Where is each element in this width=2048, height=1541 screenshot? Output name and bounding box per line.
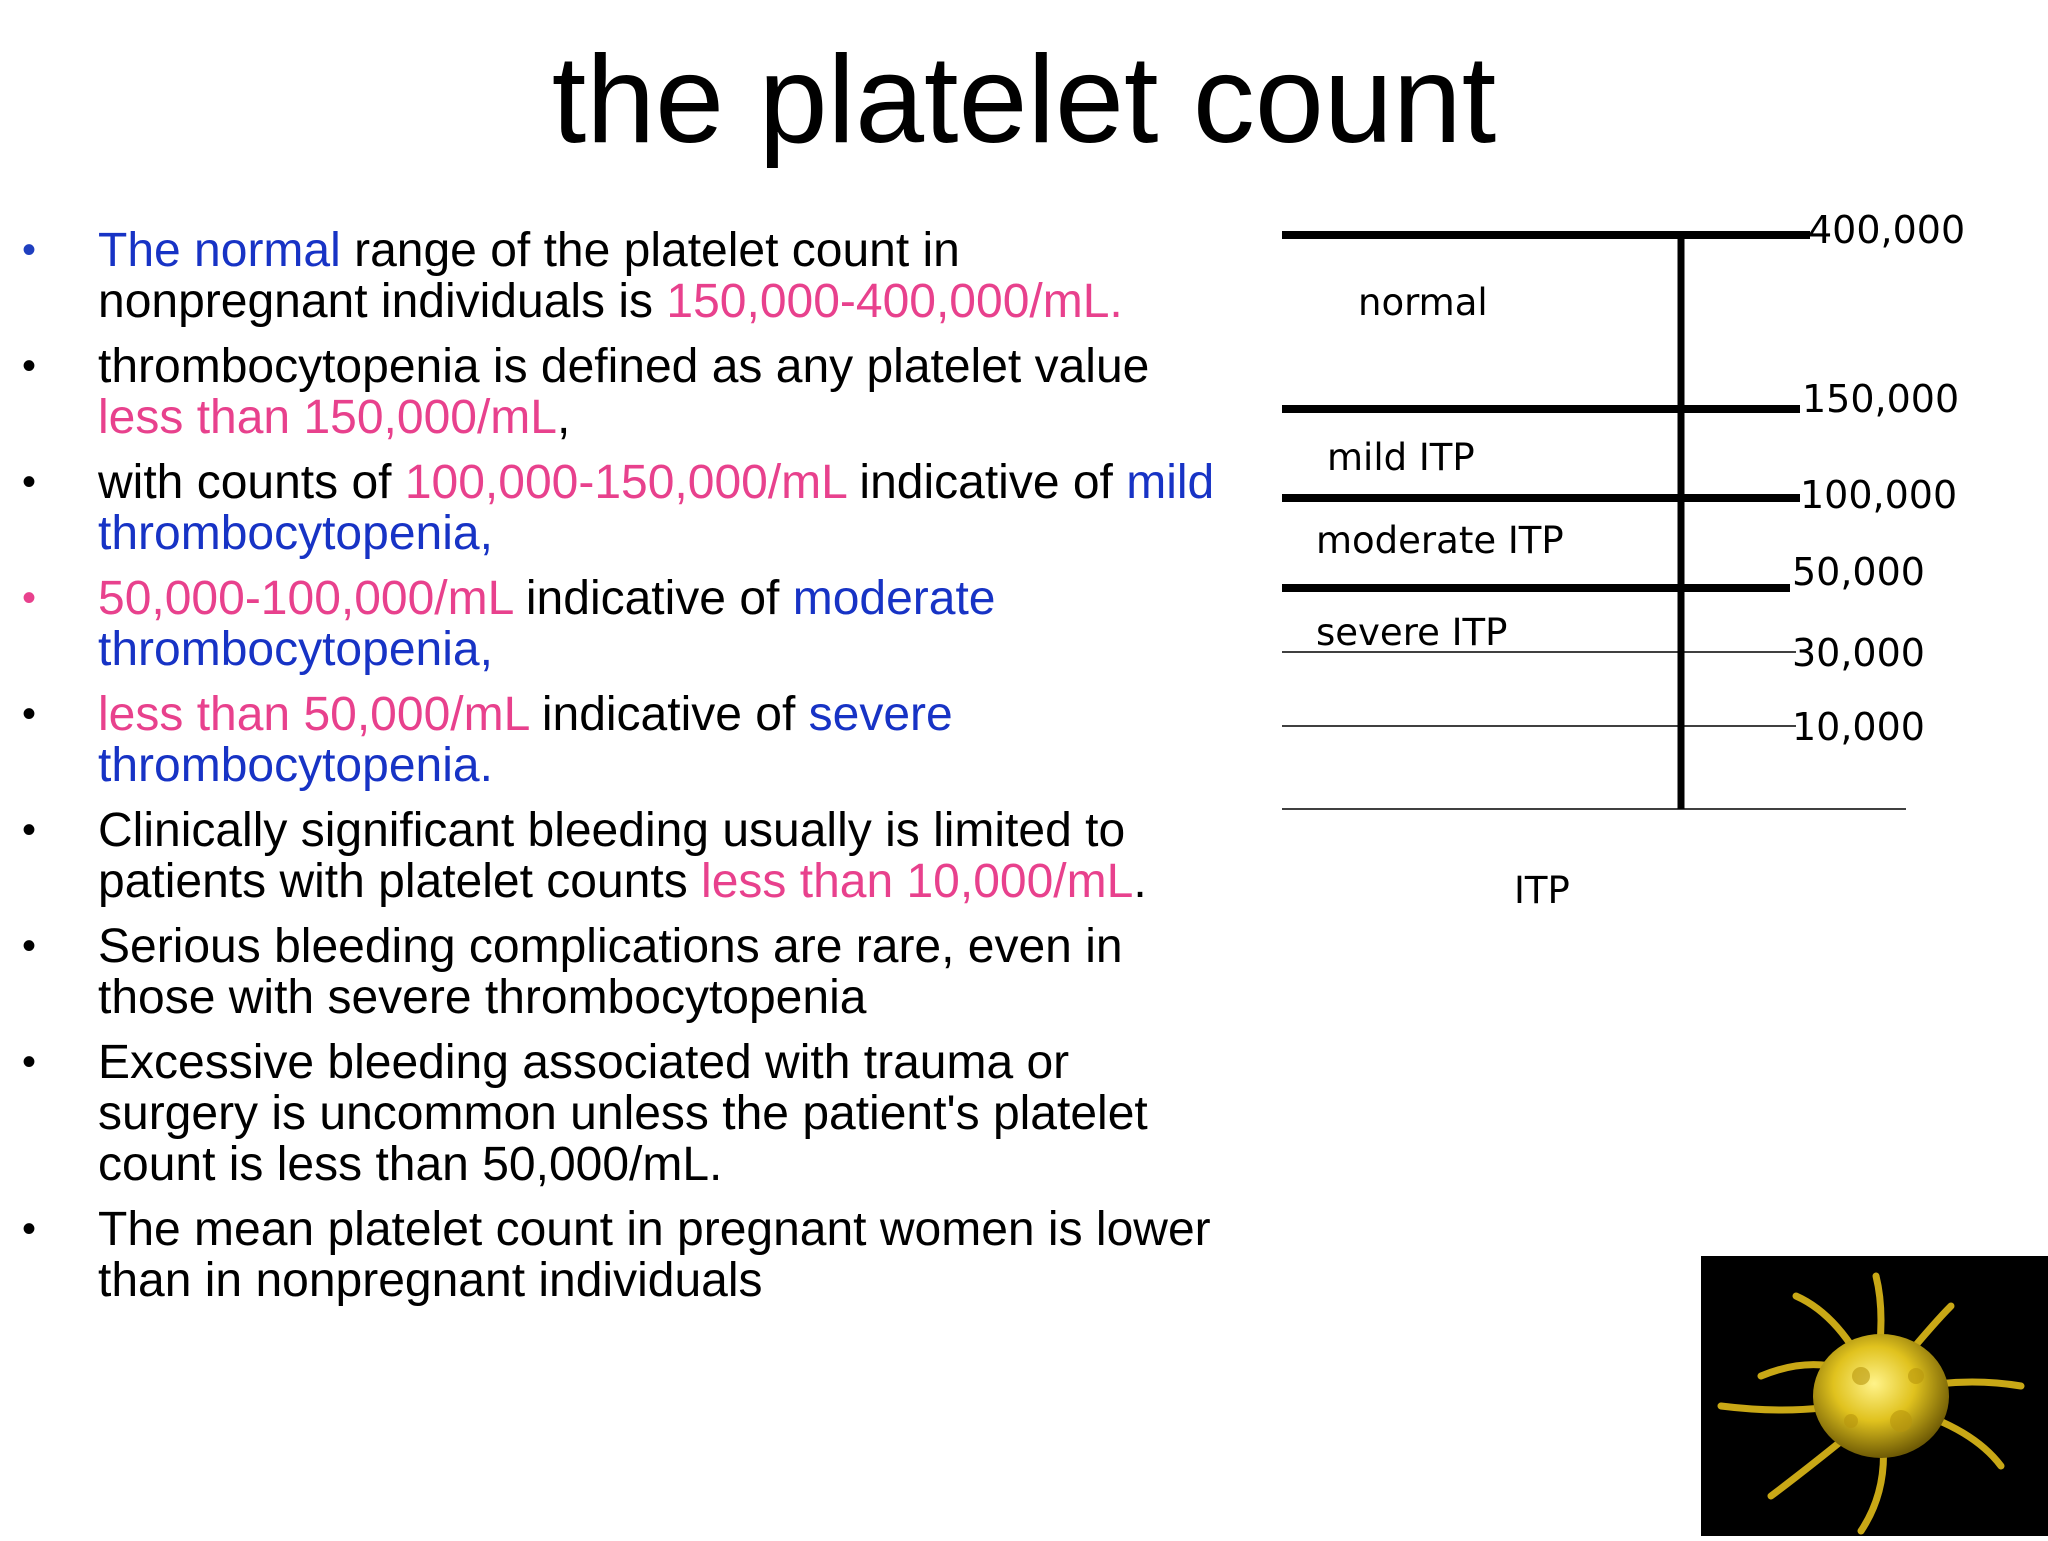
- bullet-dot-icon: •: [22, 228, 37, 272]
- bullet-item: [22, 805, 1232, 907]
- bullet-text-segment: indicative of: [512, 572, 793, 625]
- level-label-50000: 50,000: [1792, 550, 1925, 594]
- bullet-dot-icon: •: [22, 808, 37, 852]
- bullet-text-segment: moderate thrombocytopenia,: [98, 572, 996, 676]
- bullet-list: [22, 225, 1232, 1320]
- level-label-30000: 30,000: [1792, 631, 1925, 675]
- diagram-caption: ITP: [1514, 869, 1570, 912]
- bullet-text-segment: Serious bleeding complications are rare, even in those with severe thrombocytopenia: [98, 920, 1123, 1024]
- bullet-item: [22, 921, 1232, 1023]
- level-label-100000: 100,000: [1800, 473, 1958, 517]
- bullet-text-segment: ,: [556, 391, 571, 444]
- platelet-image: [1701, 1256, 2048, 1536]
- bullet-text-segment: 50,000-100,000/mL: [98, 572, 513, 625]
- slide-title: the platelet count: [551, 31, 1497, 169]
- itp-diagram: [1270, 205, 1970, 945]
- bullet-item: [22, 341, 1232, 443]
- bullet-text-segment: range of the platelet count in nonpregnant individuals is: [98, 224, 960, 328]
- bullet-text-segment: less than 10,000/mL: [701, 855, 1134, 908]
- bullet-item: [22, 1037, 1232, 1190]
- zone-label-moderate-itp: moderate ITP: [1316, 519, 1564, 562]
- bullet-text-segment: The mean platelet count in pregnant women is lower than in nonpregnant individuals: [98, 1203, 1211, 1307]
- level-label-10000: 10,000: [1792, 705, 1925, 749]
- bullet-text-segment: mild thrombocytopenia,: [98, 456, 1215, 560]
- bullet-text-segment: 150,000-400,000/mL.: [666, 275, 1123, 328]
- bullet-text-segment: The normal: [98, 224, 341, 277]
- zone-label-normal: normal: [1358, 281, 1488, 324]
- bullet-dot-icon: •: [22, 1207, 37, 1251]
- level-label-150000: 150,000: [1802, 377, 1960, 421]
- bullet-item: [22, 1204, 1232, 1306]
- bullet-item: [22, 689, 1232, 791]
- bullet-text-segment: severe thrombocytopenia.: [98, 688, 953, 792]
- bullet-text-segment: Excessive bleeding associated with trauma or surgery is uncommon unless the patient's platelet count is less than 50,000/mL.: [98, 1036, 1148, 1191]
- zone-label-mild-itp: mild ITP: [1327, 436, 1475, 479]
- zone-label-severe-itp: severe ITP: [1316, 611, 1508, 654]
- bullet-text-segment: indicative of: [528, 688, 809, 741]
- bullet-dot-icon: •: [22, 344, 37, 388]
- bullet-text-segment: .: [1133, 855, 1147, 908]
- bullet-dot-icon: •: [22, 1040, 37, 1084]
- bullet-item: [22, 225, 1232, 327]
- bullet-dot-icon: •: [22, 576, 37, 620]
- platelet-icon: [1701, 1256, 2048, 1536]
- bullet-text-segment: with counts of: [98, 456, 405, 509]
- bullet-item: [22, 457, 1232, 559]
- bullet-text-segment: 100,000-150,000/mL: [404, 456, 847, 509]
- bullet-text-segment: Clinically significant bleeding usually is limited to patients with platelet counts: [98, 804, 1126, 908]
- bullet-text-segment: less than 150,000/mL: [98, 391, 557, 444]
- bullet-item: [22, 573, 1232, 675]
- level-label-400000: 400,000: [1808, 208, 1966, 252]
- bullet-dot-icon: •: [22, 460, 37, 504]
- bullet-text-segment: thrombocytopenia is defined as any platelet value: [98, 340, 1150, 393]
- bullet-text-segment: indicative of: [846, 456, 1127, 509]
- bullet-dot-icon: •: [22, 692, 37, 736]
- bullet-text-segment: less than 50,000/mL: [98, 688, 529, 741]
- bullet-dot-icon: •: [22, 924, 37, 968]
